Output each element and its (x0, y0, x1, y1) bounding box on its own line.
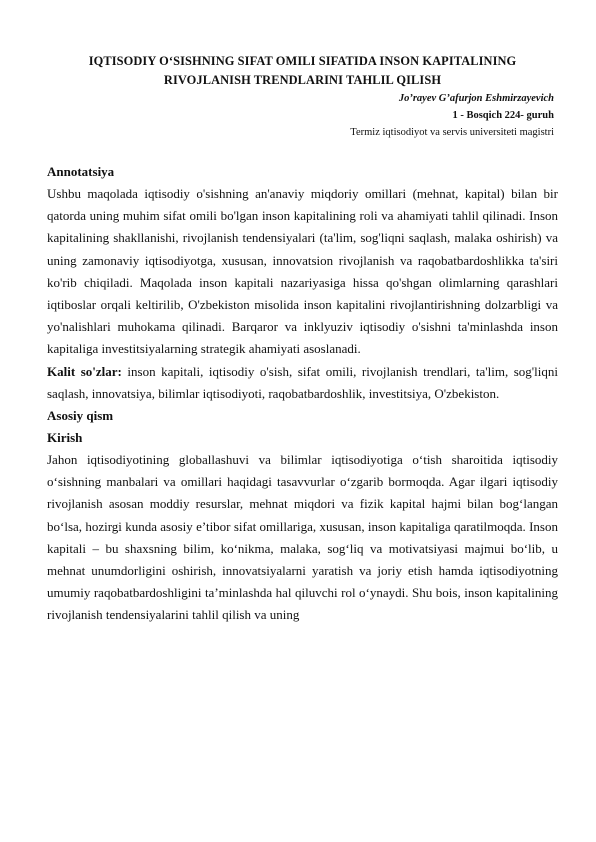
author-affiliation: Termiz iqtisodiyot va servis universiteti magistri (350, 127, 554, 138)
author-name: Jo’rayev G’afurjon Eshmirzayevich (398, 93, 554, 104)
main-section-heading: Asosiy qism (47, 408, 114, 424)
intro-heading: Kirish (47, 430, 83, 446)
keywords-label: Kalit so'zlar: (47, 363, 122, 379)
intro-text: Jahon iqtisodiyotining globallashuvi va bilimlar iqtisodiyotiga o‘tish sharoitida iqtisodiy o‘sishning manbalari va omillari haqidagi tasavvurlar o‘zgarib bormoqda. Agar ilgari iqtisodiy rivojlanish asosan moddiy resurslar, mehnat miqdori va fizik kapital hajmi bilan bog‘langan bo‘lsa, hozirgi kunda asosiy e’tibor sifat omillariga, xususan, inson kapitaliga qaratilmoqda. Inson kapitali – bu shaxsning bilim, ko‘nikma, malaka, sog‘liq va motivatsiyasi majmui bo‘lib, u mehnat unumdorligini oshirish, innovatsiyalarni yaratish va joriy etish hamda iqtisodiyotning umumiy raqobatbardoshligini ta’minlashda hal qiluvchi rol o‘ynaydi. Shu bois, inson kapitalining rivojlanish tendensiyalarini tahlil qilish va uning (47, 452, 558, 623)
annotation-text: Ushbu maqolada iqtisodiy o'sishning an'anaviy miqdoriy omillari (mehnat, kapital) bilan bir qatorda uning muhim sifat omili bo'lgan inson kapitalining roli va ahamiyati tahlil qilinadi. Inson kapitalining shakllanishi, rivojlanish tendensiyalari (ta'lim, sog'liqni saqlash, malaka oshirish) va uning zamonaviy iqtisodiyotga, xususan, innovatsion rivojlanish va raqobatbardoshlikka ta'siri ko'rib chiqiladi. Maqolada inson kapitali nazariyasiga hissa qo'shgan olimlarning qarashlari iqtiboslar orqali keltirilib, O'zbekiston misolida inson kapitalini rivojlantirishning dolzarbligi va yo'nalishlari muhokama qilinadi. Barqaror va inklyuziv iqtisodiy o'sishni ta'minlashda inson kapitaliga investitsiyalarning strategik ahamiyati asoslanadi. (47, 186, 558, 357)
document-page (47, 52, 558, 627)
article-title (47, 52, 558, 90)
author-group: 1 - Bosqich 224- guruh (452, 110, 554, 121)
title-line-1: IQTISODIY O‘SISHNING SIFAT OMILI SIFATIDA INSON KAPITALINING (88, 54, 517, 68)
spacer (47, 141, 558, 161)
annotation-heading: Annotatsiya (47, 164, 115, 179)
keywords (47, 361, 558, 405)
title-line-2: RIVOJLANISH TRENDLARINI TAHLIL QILISH (163, 73, 442, 87)
keywords-text: inson kapitali, iqtisodiy o'sish, sifat omili, rivojlanish trendlari, ta'lim, sog'liqni saqlash, innovatsiya, bilimlar iqtisodiyoti, raqobatbardoshlik, investitsiya, O'zbekiston. (47, 363, 558, 401)
